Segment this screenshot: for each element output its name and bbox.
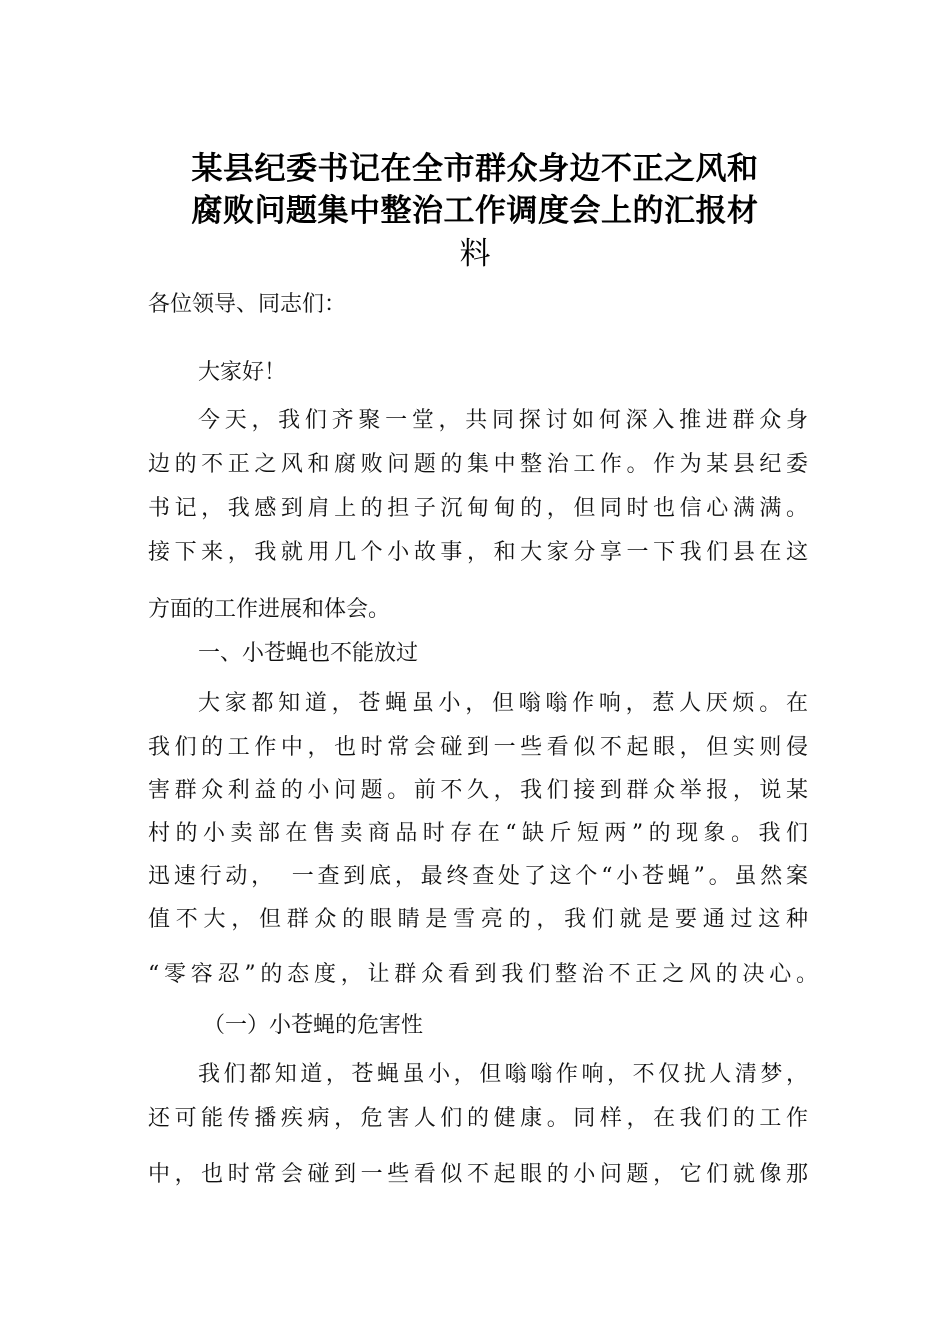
intro-line-2: 边的不正之风和腐败问题的集中整治工作。作为某县纪委: [148, 452, 808, 477]
section-1-line-3: 害群众利益的小问题。前不久，我们接到群众举报，说某: [148, 778, 808, 803]
document-title-line-3: 料: [459, 236, 491, 272]
section-1-heading: 一、小苍蝇也不能放过: [198, 641, 419, 666]
section-1-line-4: 村的小卖部在售卖商品时存在“缺斤短两”的现象。我们: [148, 821, 808, 846]
subsection-1-line-2: 还可能传播疾病，危害人们的健康。同样，在我们的工作: [148, 1106, 808, 1131]
salutation: 各位领导、同志们：: [148, 292, 347, 317]
section-1-line-7: “零容忍”的态度，让群众看到我们整治不正之风的决心。: [148, 962, 818, 987]
document-title-line-1: 某县纪委书记在全市群众身边不正之风和: [191, 151, 759, 187]
intro-line-1: 今天，我们齐聚一堂，共同探讨如何深入推进群众身: [198, 408, 808, 433]
section-1-line-1: 大家都知道，苍蝇虽小，但嗡嗡作响，惹人厌烦。在: [198, 691, 808, 716]
section-1-line-5: 迅速行动， 一查到底，最终查处了这个“小苍蝇”。虽然案: [148, 864, 808, 889]
section-1-line-2: 我们的工作中，也时常会碰到一些看似不起眼，但实则侵: [148, 735, 808, 760]
section-1-line-6: 值不大，但群众的眼睛是雪亮的，我们就是要通过这种: [148, 907, 808, 932]
subsection-1-heading: （一）小苍蝇的危害性: [203, 1013, 424, 1038]
intro-line-5: 方面的工作进展和体会。: [148, 597, 391, 622]
subsection-1-line-1: 我们都知道，苍蝇虽小，但嗡嗡作响，不仅扰人清梦，: [198, 1062, 808, 1087]
intro-line-3: 书记，我感到肩上的担子沉甸甸的，但同时也信心满满。: [148, 496, 808, 521]
document-title-line-2: 腐败问题集中整治工作调度会上的汇报材: [191, 193, 759, 229]
greeting: 大家好！: [198, 360, 287, 385]
intro-line-4: 接下来，我就用几个小故事，和大家分享一下我们县在这: [148, 540, 808, 565]
subsection-1-line-3: 中，也时常会碰到一些看似不起眼的小问题，它们就像那: [148, 1162, 808, 1187]
